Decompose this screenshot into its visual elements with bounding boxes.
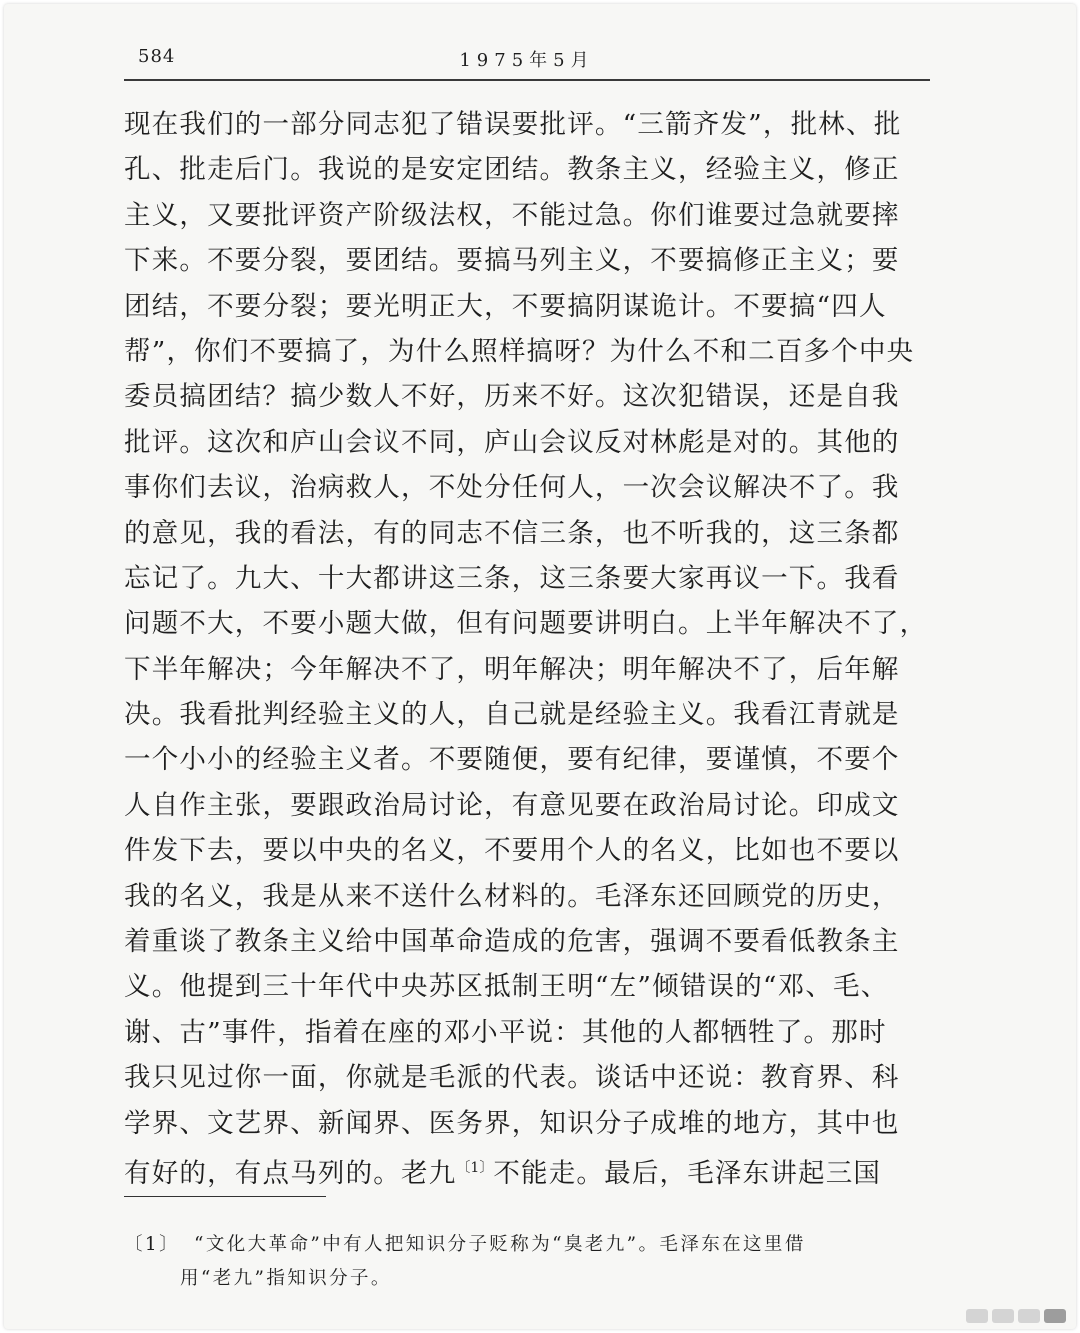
text-line-with-footnote-ref xyxy=(124,1146,932,1191)
text-line: 委员搞团结？搞少数人不好，历来不好。这次犯错误，还是自我 xyxy=(124,381,900,413)
text-line: 批评。这次和庐山会议不同，庐山会议反对林彪是对的。其他的 xyxy=(124,426,900,458)
text-line: 事你们去议，治病救人，不处分任何人，一次会议解决不了。我 xyxy=(124,472,900,504)
text-line: 的意见，我的看法，有的同志不信三条，也不听我的，这三条都 xyxy=(124,517,900,549)
page-number: 584 xyxy=(138,46,176,67)
text-line: 主义，又要批评资产阶级法权，不能过急。你们谁要过急就要摔 xyxy=(124,199,900,231)
text-line: 帮”，你们不要搞了，为什么照样搞呀？为什么不和二百多个中央 xyxy=(124,335,915,367)
footnote-line xyxy=(124,1228,932,1262)
text-line: 谢、古”事件，指着在座的邓小平说：其他的人都牺牲了。那时 xyxy=(124,1016,887,1048)
text-line: 问题不大，不要小题大做，但有问题要讲明白。上半年解决不了， xyxy=(124,608,928,640)
footnote-text: “文化大革命”中有人把知识分子贬称为“臭老九”。毛泽东在这里借 xyxy=(193,1234,806,1255)
footnote xyxy=(124,1228,932,1296)
text-line: 现在我们的一部分同志犯了错误要批评。“三箭齐发”，批林、批 xyxy=(124,109,902,140)
text-line: 件发下去，要以中央的名义，不要用个人的名义，比如也不要以 xyxy=(124,835,900,867)
footnote-marker: 〔1〕 xyxy=(124,1234,180,1255)
text-line: 决。我看批判经验主义的人，自己就是经验主义。我看江青就是 xyxy=(124,699,900,731)
badge-cell xyxy=(1018,1309,1040,1323)
page-header xyxy=(124,44,930,84)
text-line: 下半年解决；今年解决不了，明年解决；明年解决不了，后年解 xyxy=(124,653,900,685)
footnote-rule xyxy=(124,1196,326,1197)
text-segment: 有好的，有点马列的。老九 xyxy=(124,1157,457,1189)
text-line: 我的名义，我是从来不送什么材料的。毛泽东还回顾党的历史， xyxy=(124,880,900,912)
text-line: 学界、文艺界、新闻界、医务界，知识分子成堆的地方，其中也 xyxy=(124,1107,900,1139)
text-line: 义。他提到三十年代中央苏区抵制王明“左”倾错误的“邓、毛、 xyxy=(124,971,889,1003)
text-line: 孔、批走后门。我说的是安定团结。教条主义，经验主义，修正 xyxy=(124,154,900,186)
text-line: 忘记了。九大、十大都讲这三条，这三条要大家再议一下。我看 xyxy=(124,562,900,594)
footnote-line: 用“老九”指知识分子。 xyxy=(180,1268,392,1289)
text-line: 我只见过你一面，你就是毛派的代表。谈话中还说：教育界、科 xyxy=(124,1062,900,1094)
footnote-ref[interactable]: 〔1〕 xyxy=(456,1159,494,1176)
text-line: 团结，不要分裂；要光明正大，不要搞阴谋诡计。不要搞“四人 xyxy=(124,290,887,322)
badge-cell xyxy=(992,1309,1014,1323)
text-line: 着重谈了教条主义给中国革命造成的危害，强调不要看低教条主 xyxy=(124,926,900,958)
text-segment: 不能走。最后，毛泽东讲起三国 xyxy=(493,1157,882,1189)
text-line: 一个小小的经验主义者。不要随便，要有纪律，要谨慎，不要个 xyxy=(124,744,900,776)
watermark-badge xyxy=(966,1309,1066,1323)
running-head: 1975年5月 xyxy=(459,50,595,71)
badge-cell xyxy=(1044,1309,1066,1323)
badge-cell xyxy=(966,1309,988,1323)
text-line: 下来。不要分裂，要团结。要搞马列主义，不要搞修正主义；要 xyxy=(124,245,900,277)
text-line: 人自作主张，要跟政治局讨论，有意见要在政治局讨论。印成文 xyxy=(124,789,900,821)
body-text xyxy=(124,102,932,1191)
header-rule xyxy=(124,79,930,81)
